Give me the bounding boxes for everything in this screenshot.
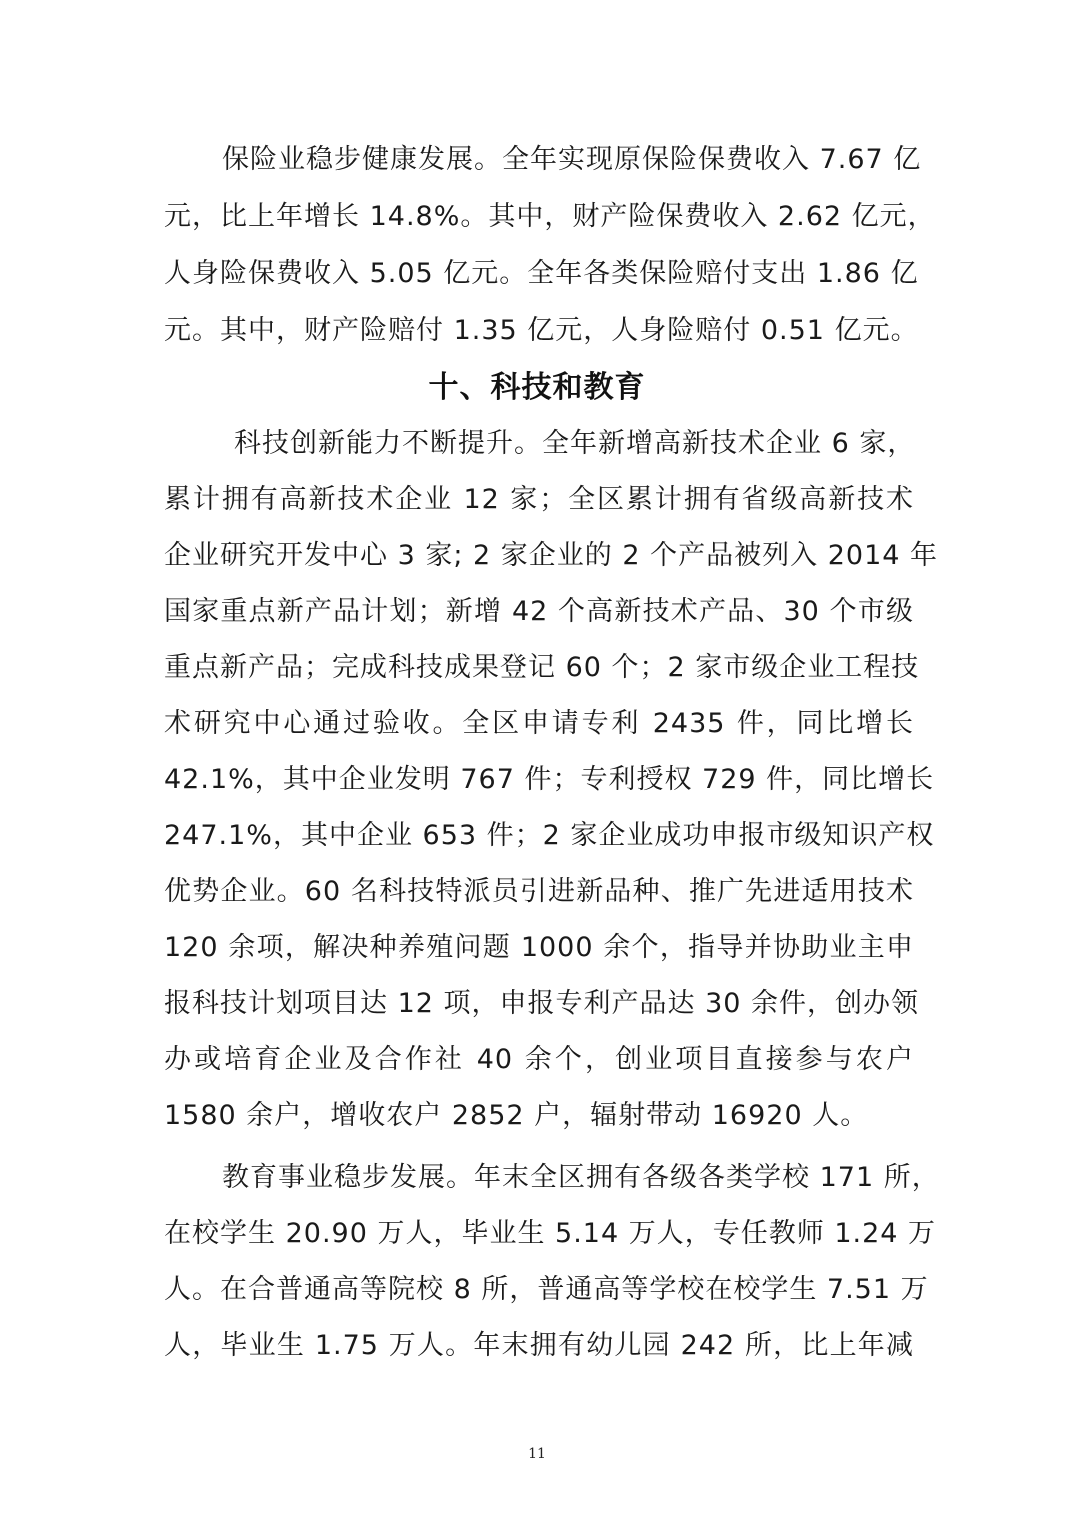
education-line-1: 教育事业稳步发展。年末全区拥有各级各类学校 171 所，	[222, 1162, 940, 1193]
science-line-6: 术研究中心通过验收。全区申请专利 2435 件，同比增长	[164, 708, 914, 739]
insurance-line-3: 人身险保费收入 5.05 亿元。全年各类保险赔付支出 1.86 亿	[164, 258, 919, 289]
science-line-3: 企业研究开发中心 3 家; 2 家企业的 2 个产品被列入 2014 年	[164, 540, 939, 571]
science-line-1: 科技创新能力不断提升。全年新增高新技术企业 6 家，	[234, 428, 916, 459]
education-line-3: 人。在合普通高等院校 8 所，普通高等学校在校学生 7.51 万	[164, 1274, 929, 1305]
education-line-4: 人，毕业生 1.75 万人。年末拥有幼儿园 242 所，比上年减	[164, 1330, 914, 1361]
insurance-line-4: 元。其中，财产险赔付 1.35 亿元，人身险赔付 0.51 亿元。	[164, 315, 919, 346]
education-line-2: 在校学生 20.90 万人，毕业生 5.14 万人，专任教师 1.24 万	[164, 1218, 937, 1249]
science-line-2: 累计拥有高新技术企业 12 家；全区累计拥有省级高新技术	[164, 484, 914, 515]
insurance-line-2: 元，比上年增长 14.8%。其中，财产险保费收入 2.62 亿元，	[164, 201, 936, 232]
science-line-10: 120 余项，解决种养殖问题 1000 余个，指导并协助业主申	[164, 932, 914, 963]
science-line-9: 优势企业。60 名科技特派员引进新品种、推广先进适用技术	[164, 876, 914, 907]
science-line-4: 国家重点新产品计划；新增 42 个高新技术产品、30 个市级	[164, 596, 914, 627]
science-line-13: 1580 余户，增收农户 2852 户，辐射带动 16920 人。	[164, 1100, 869, 1131]
science-line-5: 重点新产品；完成科技成果登记 60 个；2 家市级企业工程技	[164, 652, 920, 683]
science-line-11: 报科技计划项目达 12 项，申报专利产品达 30 余件，创办领	[164, 988, 920, 1019]
science-line-8: 247.1%，其中企业 653 件；2 家企业成功申报市级知识产权	[164, 820, 935, 851]
insurance-line-1: 保险业稳步健康发展。全年实现原保险保费收入 7.67 亿	[222, 144, 922, 175]
science-line-12: 办或培育企业及合作社 40 余个，创业项目直接参与农户	[164, 1044, 914, 1075]
page-number: 11	[528, 1446, 546, 1462]
section-heading: 十、科技和教育	[428, 370, 646, 405]
science-line-7: 42.1%，其中企业发明 767 件；专利授权 729 件，同比增长	[164, 764, 935, 795]
